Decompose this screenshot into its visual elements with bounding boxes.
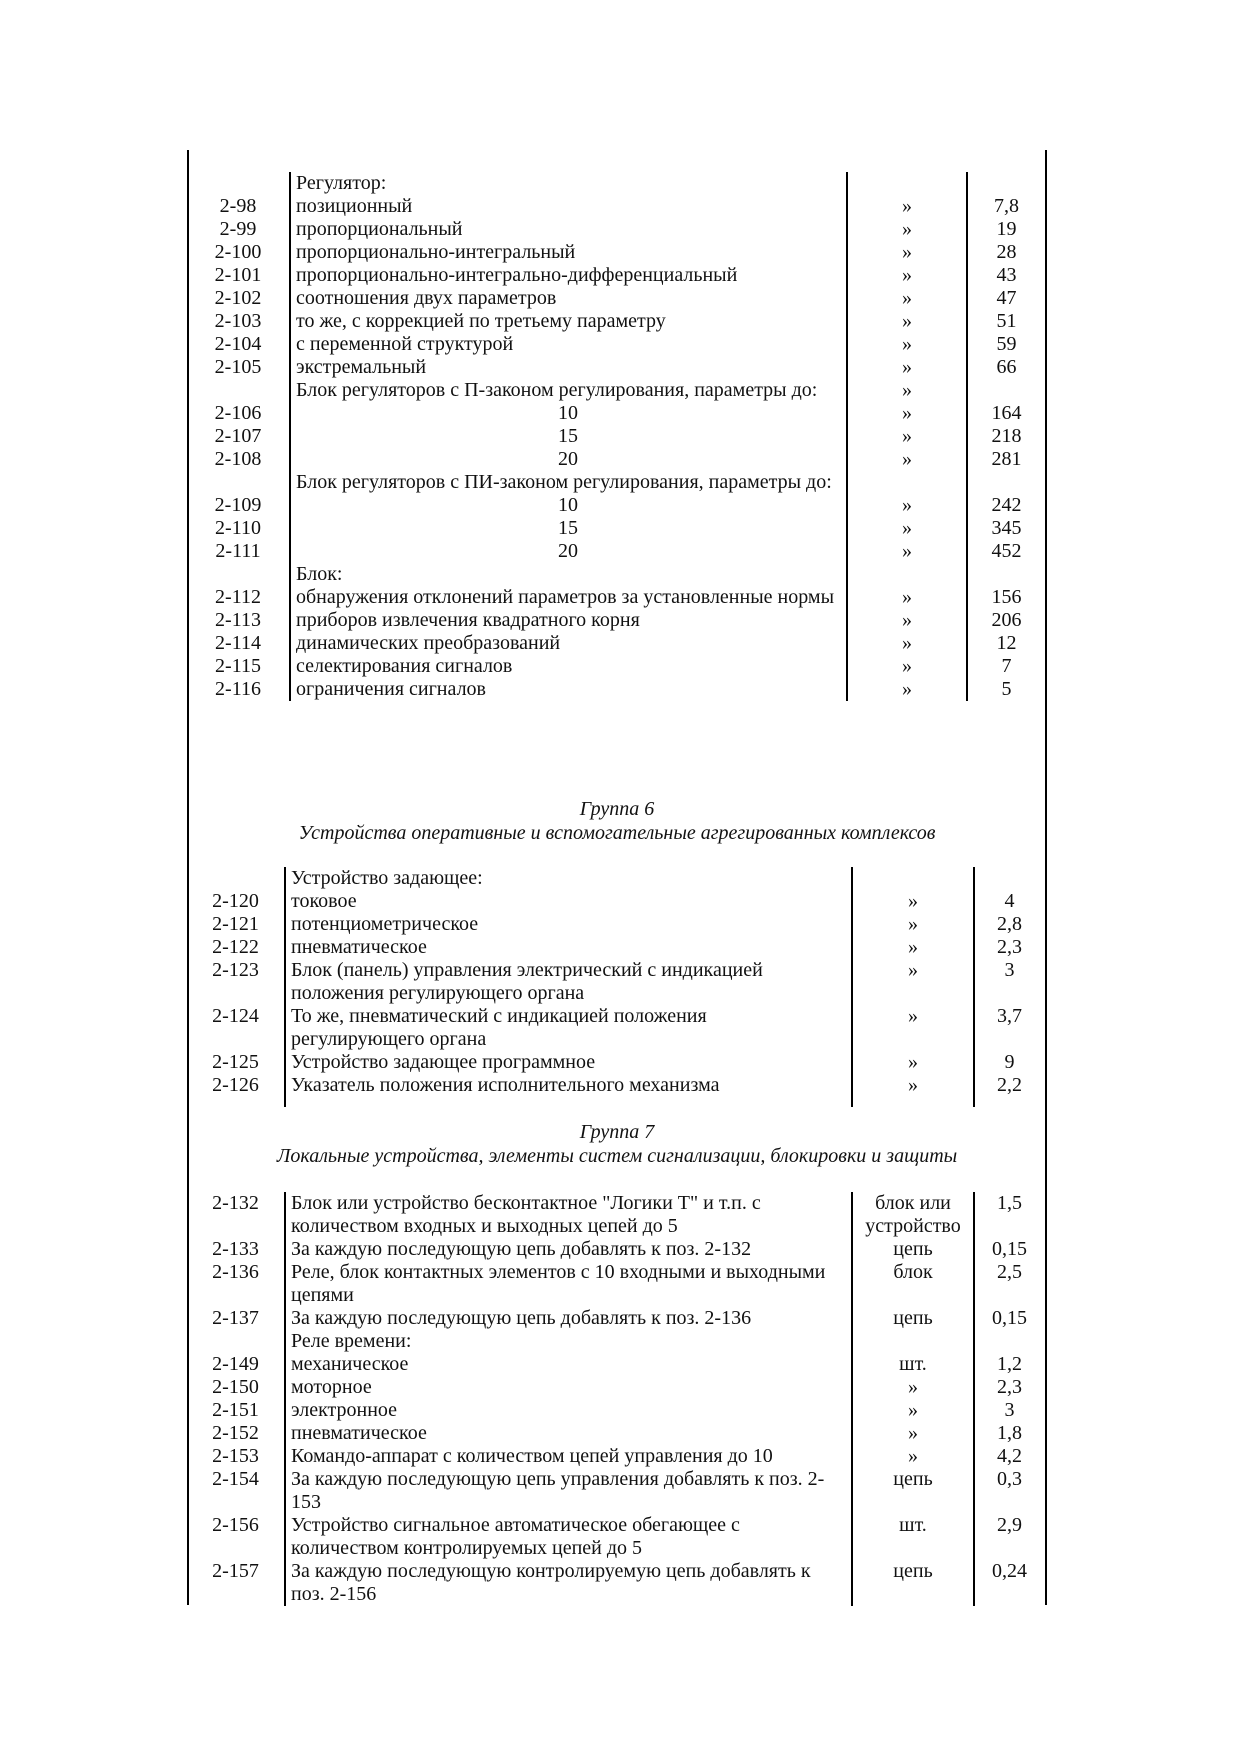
row-name: потенциометрическое [285, 913, 852, 936]
row-value: 1,5 [974, 1192, 1044, 1238]
row-name: позиционный [290, 195, 847, 218]
row-unit: цепь [852, 1307, 974, 1330]
row-unit: » [847, 632, 967, 655]
table-row [187, 1422, 1044, 1445]
group-6-subtitle: Устройства оперативные и вспомогательные агрегированных комплексов [298, 822, 936, 844]
row-value: 12 [967, 632, 1045, 655]
row-unit: » [847, 494, 967, 517]
row-code: 2-104 [214, 333, 262, 355]
table-row [187, 241, 1045, 264]
row-unit: » [847, 287, 967, 310]
row-name: соотношения двух параметров [290, 287, 847, 310]
row-value: 66 [967, 356, 1045, 379]
table-row [187, 195, 1045, 218]
row-name: 20 [290, 448, 847, 471]
table-row [187, 678, 1045, 701]
row-value: 4,2 [974, 1445, 1044, 1468]
row-value: 7,8 [967, 195, 1045, 218]
row-value: 59 [967, 333, 1045, 356]
row-value: 3 [974, 1399, 1044, 1422]
row-value: 2,9 [974, 1514, 1044, 1560]
row-name: Блок регуляторов с ПИ-законом регулирования, параметры до: [290, 471, 847, 494]
row-name: Блок или устройство бесконтактное "Логики Т" и т.п. с количеством входных и выходных цепей до 5 [285, 1192, 852, 1238]
row-unit: » [847, 333, 967, 356]
row-unit: блок или устройство [852, 1192, 974, 1238]
table-row [187, 379, 1045, 402]
row-value [967, 563, 1045, 586]
row-name: пневматическое [285, 936, 852, 959]
row-code: 2-98 [219, 195, 257, 217]
row-unit: шт. [852, 1353, 974, 1376]
row-unit: шт. [852, 1514, 974, 1560]
row-code: 2-99 [219, 218, 257, 240]
row-value: 3 [974, 959, 1044, 1005]
row-name: пневматическое [285, 1422, 852, 1445]
row-code: 2-156 [212, 1514, 259, 1536]
table-row [187, 471, 1045, 494]
row-name: За каждую последующую цепь управления добавлять к поз. 2-153 [285, 1468, 852, 1514]
row-code: 2-100 [214, 241, 262, 263]
row-value: 281 [967, 448, 1045, 471]
row-name: 20 [290, 540, 847, 563]
row-name: Блок регуляторов с П-законом регулирования, параметры до: [290, 379, 847, 402]
table-spacer-row [187, 1097, 1044, 1107]
row-name: То же, пневматический с индикацией положения регулирующего органа [285, 1005, 852, 1051]
row-unit: цепь [852, 1468, 974, 1514]
table-regulators [187, 172, 1045, 701]
table-row [187, 1051, 1044, 1074]
table-row [187, 1560, 1044, 1606]
row-unit: » [852, 1051, 974, 1074]
row-value: 164 [967, 402, 1045, 425]
table-row [187, 1445, 1044, 1468]
table-row [187, 1238, 1044, 1261]
table-row [187, 959, 1044, 1005]
row-name: экстремальный [290, 356, 847, 379]
row-code: 2-152 [212, 1422, 259, 1444]
table-row [187, 1074, 1044, 1097]
row-unit: блок [852, 1261, 974, 1307]
row-name: Устройство сигнальное автоматическое обегающее с количеством контролируемых цепей до 5 [285, 1514, 852, 1560]
row-name: 10 [290, 494, 847, 517]
row-name: моторное [285, 1376, 852, 1399]
row-value: 156 [967, 586, 1045, 609]
table-row [187, 517, 1045, 540]
row-unit [847, 172, 967, 195]
row-name: 15 [290, 517, 847, 540]
row-code: 2-110 [215, 517, 261, 539]
table-row [187, 1307, 1044, 1330]
row-value: 51 [967, 310, 1045, 333]
row-value: 28 [967, 241, 1045, 264]
row-name: Устройство задающее: [285, 867, 852, 890]
row-unit: » [852, 936, 974, 959]
row-name: пропорциональный [290, 218, 847, 241]
row-code: 2-114 [215, 632, 261, 654]
row-code [187, 379, 290, 402]
row-code: 2-116 [215, 678, 261, 700]
row-unit: цепь [852, 1238, 974, 1261]
table-local-devices [187, 1192, 1044, 1606]
row-name: 10 [290, 402, 847, 425]
group-6-heading [187, 797, 1047, 845]
table-row [187, 1005, 1044, 1051]
row-value [967, 379, 1045, 402]
row-unit: » [852, 1376, 974, 1399]
row-value: 19 [967, 218, 1045, 241]
row-unit [852, 1330, 974, 1353]
table-row [187, 1399, 1044, 1422]
row-code: 2-153 [212, 1445, 259, 1467]
row-value: 9 [974, 1051, 1044, 1074]
row-code [187, 563, 290, 586]
row-code: 2-111 [215, 540, 261, 562]
row-value: 1,2 [974, 1353, 1044, 1376]
row-name: динамических преобразований [290, 632, 847, 655]
row-code [187, 172, 290, 195]
row-code: 2-124 [212, 1005, 259, 1027]
table-row [187, 609, 1045, 632]
row-unit [852, 867, 974, 890]
row-unit: » [852, 1399, 974, 1422]
table-row [187, 287, 1045, 310]
table-row [187, 632, 1045, 655]
row-code: 2-133 [212, 1238, 259, 1260]
table-row [187, 333, 1045, 356]
table-row [187, 1261, 1044, 1307]
row-name: Блок (панель) управления электрический с индикацией положения регулирующего органа [285, 959, 852, 1005]
row-code: 2-137 [212, 1307, 259, 1329]
row-unit: » [852, 1445, 974, 1468]
row-value: 43 [967, 264, 1045, 287]
row-value [967, 471, 1045, 494]
row-unit: » [847, 195, 967, 218]
row-unit: » [847, 448, 967, 471]
table-row [187, 494, 1045, 517]
row-value [967, 172, 1045, 195]
row-unit: » [847, 402, 967, 425]
row-value: 2,8 [974, 913, 1044, 936]
row-name: электронное [285, 1399, 852, 1422]
row-unit: » [852, 959, 974, 1005]
row-value: 2,5 [974, 1261, 1044, 1307]
row-value: 2,3 [974, 936, 1044, 959]
row-name: За каждую последующую цепь добавлять к поз. 2-136 [285, 1307, 852, 1330]
group-7-title: Группа 7 [579, 1121, 655, 1143]
row-code: 2-102 [214, 287, 262, 309]
row-name: Устройство задающее программное [285, 1051, 852, 1074]
table-row [187, 563, 1045, 586]
row-code: 2-125 [212, 1051, 259, 1073]
row-code: 2-151 [212, 1399, 259, 1421]
row-code [187, 471, 290, 494]
row-unit: » [847, 356, 967, 379]
row-code: 2-126 [212, 1074, 259, 1096]
table-row [187, 936, 1044, 959]
row-value: 0,24 [974, 1560, 1044, 1606]
row-value: 7 [967, 655, 1045, 678]
row-code: 2-108 [214, 448, 262, 470]
row-name: пропорционально-интегрально-дифференциальный [290, 264, 847, 287]
row-code: 2-101 [214, 264, 262, 286]
row-code: 2-105 [214, 356, 262, 378]
row-value: 0,15 [974, 1307, 1044, 1330]
table-row [187, 402, 1045, 425]
row-unit [847, 563, 967, 586]
row-code: 2-150 [212, 1376, 259, 1398]
row-unit: » [852, 913, 974, 936]
row-name: токовое [285, 890, 852, 913]
row-code: 2-112 [215, 586, 261, 608]
row-code [187, 1330, 285, 1353]
row-unit: » [847, 264, 967, 287]
table-row [187, 1192, 1044, 1238]
row-name: 15 [290, 425, 847, 448]
page-frame-right-rule [1045, 150, 1047, 1605]
table-row [187, 310, 1045, 333]
group-7-subtitle: Локальные устройства, элементы систем сигнализации, блокировки и защиты [276, 1145, 958, 1167]
row-value: 0,3 [974, 1468, 1044, 1514]
row-code: 2-109 [214, 494, 262, 516]
row-unit: » [847, 586, 967, 609]
table-row [187, 264, 1045, 287]
table-row [187, 356, 1045, 379]
row-name: Указатель положения исполнительного механизма [285, 1074, 852, 1097]
table-row [187, 890, 1044, 913]
row-value: 2,2 [974, 1074, 1044, 1097]
row-unit: » [847, 241, 967, 264]
row-unit: » [852, 1005, 974, 1051]
table-row [187, 1468, 1044, 1514]
row-name: пропорционально-интегральный [290, 241, 847, 264]
row-value: 1,8 [974, 1422, 1044, 1445]
row-unit: цепь [852, 1560, 974, 1606]
row-code: 2-123 [212, 959, 259, 981]
row-value: 218 [967, 425, 1045, 448]
table-row [187, 867, 1044, 890]
table-operational-devices [187, 867, 1044, 1107]
row-unit: » [847, 425, 967, 448]
row-value: 206 [967, 609, 1045, 632]
row-value [974, 1330, 1044, 1353]
row-code: 2-106 [214, 402, 262, 424]
row-code: 2-115 [215, 655, 261, 677]
row-name: Блок: [290, 563, 847, 586]
table-row [187, 172, 1045, 195]
row-code: 2-122 [212, 936, 259, 958]
row-code: 2-113 [215, 609, 261, 631]
row-value: 0,15 [974, 1238, 1044, 1261]
row-value: 452 [967, 540, 1045, 563]
row-unit: » [852, 890, 974, 913]
row-name: механическое [285, 1353, 852, 1376]
row-unit: » [852, 1422, 974, 1445]
row-code: 2-136 [212, 1261, 259, 1283]
row-name: Регулятор: [290, 172, 847, 195]
row-value [974, 867, 1044, 890]
table-row [187, 425, 1045, 448]
row-unit: » [847, 655, 967, 678]
row-name: За каждую последующую цепь добавлять к поз. 2-132 [285, 1238, 852, 1261]
row-code: 2-103 [214, 310, 262, 332]
row-unit: » [847, 540, 967, 563]
row-value: 242 [967, 494, 1045, 517]
row-name: ограничения сигналов [290, 678, 847, 701]
row-unit: » [847, 379, 967, 402]
table-row [187, 913, 1044, 936]
row-value: 5 [967, 678, 1045, 701]
row-code: 2-121 [212, 913, 259, 935]
row-code: 2-120 [212, 890, 259, 912]
row-name: Реле, блок контактных элементов с 10 входными и выходными цепями [285, 1261, 852, 1307]
table-row [187, 1330, 1044, 1353]
row-name: с переменной структурой [290, 333, 847, 356]
table-row [187, 586, 1045, 609]
row-name: Командо-аппарат с количеством цепей управления до 10 [285, 1445, 852, 1468]
row-code [187, 867, 285, 890]
row-code: 2-157 [212, 1560, 259, 1582]
row-unit: » [847, 609, 967, 632]
row-name: то же, с коррекцией по третьему параметру [290, 310, 847, 333]
group-6-title: Группа 6 [579, 798, 655, 820]
table-row [187, 218, 1045, 241]
table-row [187, 1514, 1044, 1560]
row-value: 47 [967, 287, 1045, 310]
row-code: 2-107 [214, 425, 262, 447]
row-name: Реле времени: [285, 1330, 852, 1353]
row-name: селектирования сигналов [290, 655, 847, 678]
row-value: 3,7 [974, 1005, 1044, 1051]
row-code: 2-154 [212, 1468, 259, 1490]
table-row [187, 1376, 1044, 1399]
row-code: 2-132 [212, 1192, 259, 1214]
table-row [187, 540, 1045, 563]
row-value: 345 [967, 517, 1045, 540]
row-unit: » [852, 1074, 974, 1097]
row-unit: » [847, 517, 967, 540]
row-value: 2,3 [974, 1376, 1044, 1399]
row-name: За каждую последующую контролируемую цепь добавлять к поз. 2-156 [285, 1560, 852, 1606]
row-unit [847, 471, 967, 494]
row-unit: » [847, 310, 967, 333]
table-row [187, 1353, 1044, 1376]
row-value: 4 [974, 890, 1044, 913]
row-name: приборов извлечения квадратного корня [290, 609, 847, 632]
table-row [187, 448, 1045, 471]
row-unit: » [847, 218, 967, 241]
row-name: обнаружения отклонений параметров за установленные нормы [290, 586, 847, 609]
group-7-heading [187, 1120, 1047, 1168]
row-code: 2-149 [212, 1353, 259, 1375]
table-row [187, 655, 1045, 678]
row-unit: » [847, 678, 967, 701]
